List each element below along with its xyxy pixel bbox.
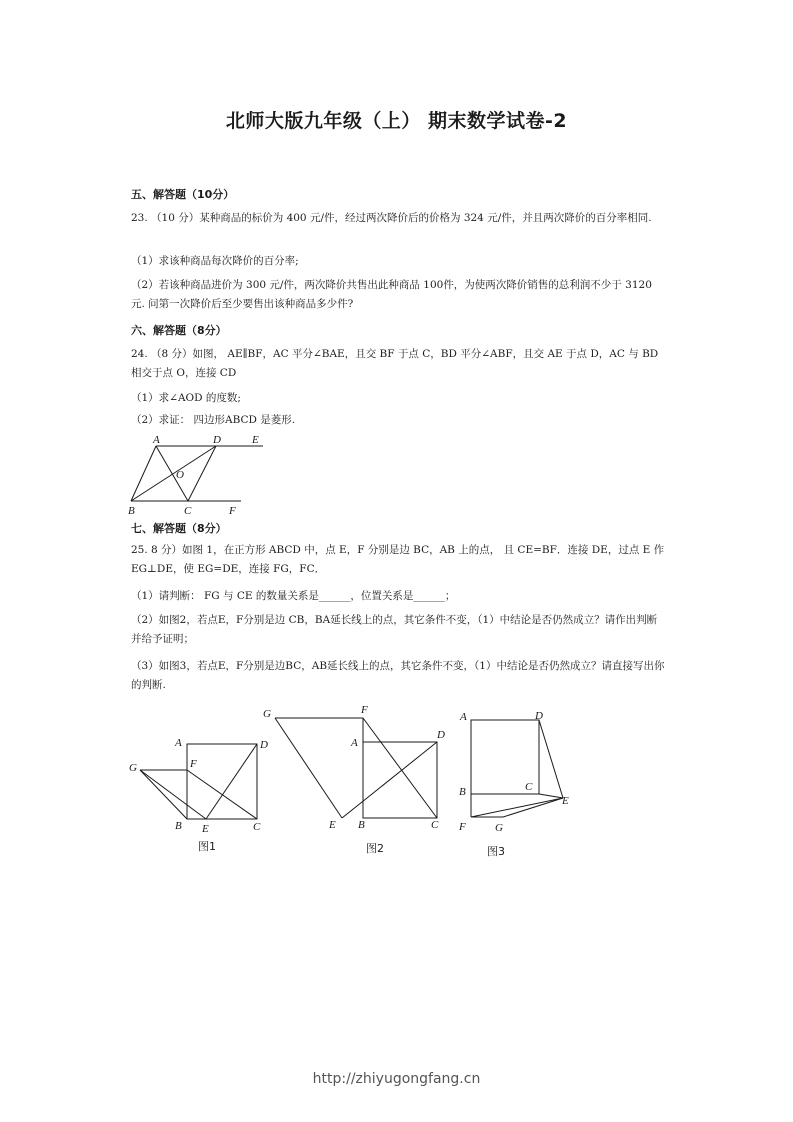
fig3-label-A: A [460, 711, 467, 723]
question-23: 23. （10 分）某种商品的标价为 400 元/件，经过两次降价后的价格为 324 元/件，并且两次降价的百分率相同. [131, 212, 652, 224]
label-E: E [252, 434, 259, 446]
fig1-caption: 图1 [198, 840, 216, 853]
section-7-heading: 七、解答题（8分） [131, 522, 227, 535]
question-23-part-1: （1）求该种商品每次降价的百分率; [131, 255, 299, 267]
figure-3 [455, 706, 585, 841]
question-24-part-2: （2）求证： 四边形ABCD 是菱形. [131, 414, 296, 426]
figure-q24 [125, 432, 270, 518]
question-25: 25. 8 分）如图 1，在正方形 ABCD 中，点 E，F 分别是边 BC，AB 上的点， 且 CE=BF．连接 DE，过点 E 作 EG⊥DE，使 EG=DE，连接 FG，FC． [131, 544, 665, 575]
fig2-label-B: B [358, 819, 365, 831]
label-F: F [229, 505, 236, 517]
section-6-heading: 六、解答题（8分） [131, 324, 227, 337]
fig3-label-G: G [495, 822, 503, 834]
fig3-label-B: B [459, 786, 466, 798]
section-5-heading: 五、解答题（10分） [131, 188, 235, 201]
page-title: 北师大版九年级（上） 期末数学试卷-2 [225, 110, 568, 132]
fig1-label-B: B [175, 820, 182, 832]
fig3-label-E: E [562, 795, 569, 807]
fig2-label-F: F [361, 704, 368, 716]
fig1-label-E: E [202, 823, 209, 835]
fig1-label-C: C [253, 821, 261, 833]
fig3-caption: 图3 [487, 845, 505, 858]
figure-1 [125, 730, 275, 835]
question-24: 24. （8 分）如图， AE∥BF，AC 平分∠BAE，且交 BF 于点 C，BD 平分∠ABF，且交 AE 于点 D，AC 与 BD 相交于点 O，连接 CD [131, 348, 659, 379]
fig3-label-F: F [459, 821, 466, 833]
fig1-label-G: G [129, 762, 137, 774]
label-O: O [176, 469, 184, 481]
figure-2 [257, 700, 452, 835]
question-25-part-3: （3）如图3，若点E，F分别是边BC，AB延长线上的点，其它条件不变，（1）中结论是否仍然成立？请直接写出你的判断. [131, 660, 665, 691]
label-A: A [153, 434, 160, 446]
fig1-label-F: F [190, 758, 197, 770]
fig2-label-G: G [263, 708, 271, 720]
fig1-label-D: D [260, 739, 268, 751]
fig2-label-E: E [329, 819, 336, 831]
question-23-part-2: （2）若该种商品进价为 300 元/件，两次降价共售出此种商品 100件，为使两次降价销售的总利润不少于 3120 元. 问第一次降价后至少要售出该种商品多少件? [131, 279, 652, 310]
question-25-part-1: （1）请判断： FG 与 CE 的数量关系是______，位置关系是______； [131, 590, 456, 602]
fig1-label-A: A [175, 737, 182, 749]
label-D: D [213, 434, 221, 446]
fig3-label-C: C [525, 781, 533, 793]
fig2-label-D: D [437, 729, 445, 741]
fig3-label-D: D [535, 710, 543, 722]
fig2-label-C: C [431, 819, 439, 831]
fig2-caption: 图2 [366, 842, 384, 855]
question-24-part-1: （1）求∠AOD 的度数; [131, 392, 241, 404]
label-B: B [128, 505, 135, 517]
question-25-part-2: （2）如图2，若点E，F分别是边 CB，BA延长线上的点，其它条件不变，（1）中结论是否仍然成立？请作出判断并给予证明； [131, 614, 658, 645]
label-C: C [184, 505, 192, 517]
footer-url: http://zhiyugongfang.cn [312, 1071, 481, 1087]
fig2-label-A: A [351, 737, 358, 749]
